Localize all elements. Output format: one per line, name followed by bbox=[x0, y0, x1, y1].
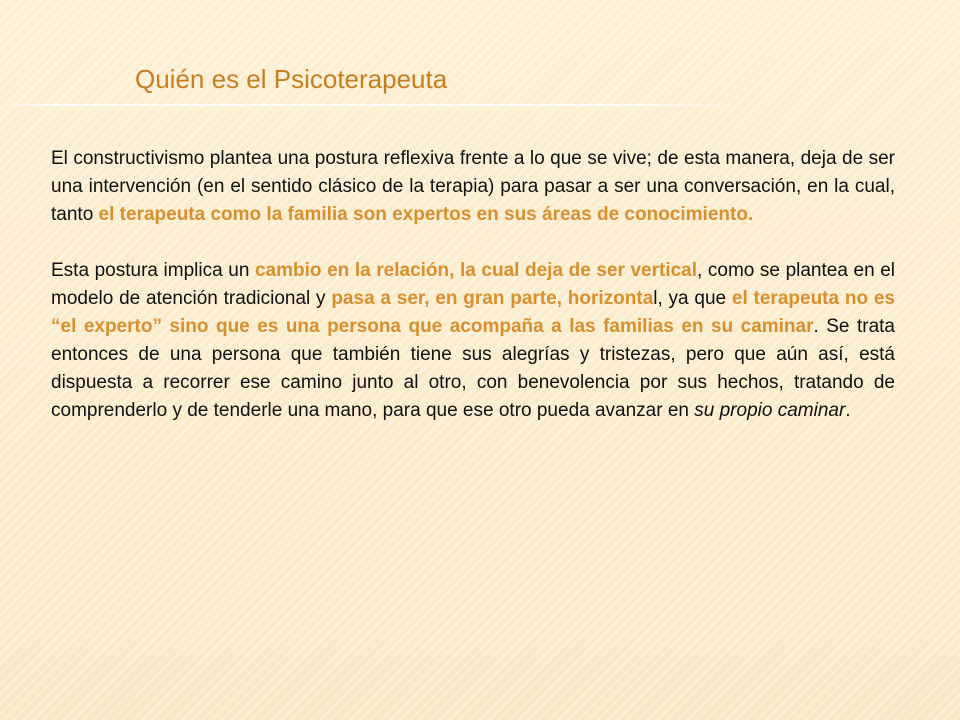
paragraph-posture bbox=[51, 257, 895, 425]
paragraph2-highlight-2: pasa a ser, en gran parte, horizonta bbox=[331, 288, 654, 309]
paragraph-constructivism bbox=[51, 145, 895, 229]
slide-title: Quién es el Psicoterapeuta bbox=[135, 64, 448, 94]
paragraph2-text-4: . Se trata entonces de una persona que también tiene sus alegrías y tristezas, pero que aún así, está dispuesta a recorrer ese camino junto al otro, con benevolencia por sus hechos, tratando de comprenderlo y de tenderle una mano, para que ese otro pueda avanzar en bbox=[51, 316, 895, 421]
paragraph1-text-1: El constructivismo plantea una postura reflexiva frente a lo que se vive; de esta manera, deja de ser una intervención (en el sentido clásico de la terapia) para pasar a ser una conversación, en la cual, tanto bbox=[51, 148, 895, 225]
paragraph2-text-2: , como se plantea en el modelo de atención tradicional y bbox=[51, 260, 895, 309]
paragraph1-text-2: . bbox=[747, 204, 754, 225]
paragraph2-highlight-3: el terapeuta no es “el experto” sino que es una persona que acompaña a las familias en su caminar bbox=[51, 288, 895, 337]
paragraph2-text-3: l, ya que bbox=[653, 288, 732, 309]
paragraph2-italic-1: su propio caminar bbox=[694, 400, 846, 421]
paragraph2-text-5: . bbox=[845, 400, 851, 421]
paragraph2-text-1: Esta postura implica un bbox=[51, 260, 255, 281]
paragraph2-highlight-1: cambio en la relación, la cual deja de ser vertical bbox=[254, 260, 698, 281]
paragraph1-highlight-1: el terapeuta como la familia son expertos en sus áreas de conocimiento bbox=[98, 204, 748, 225]
slide-body bbox=[51, 145, 895, 425]
title-divider bbox=[0, 104, 735, 106]
